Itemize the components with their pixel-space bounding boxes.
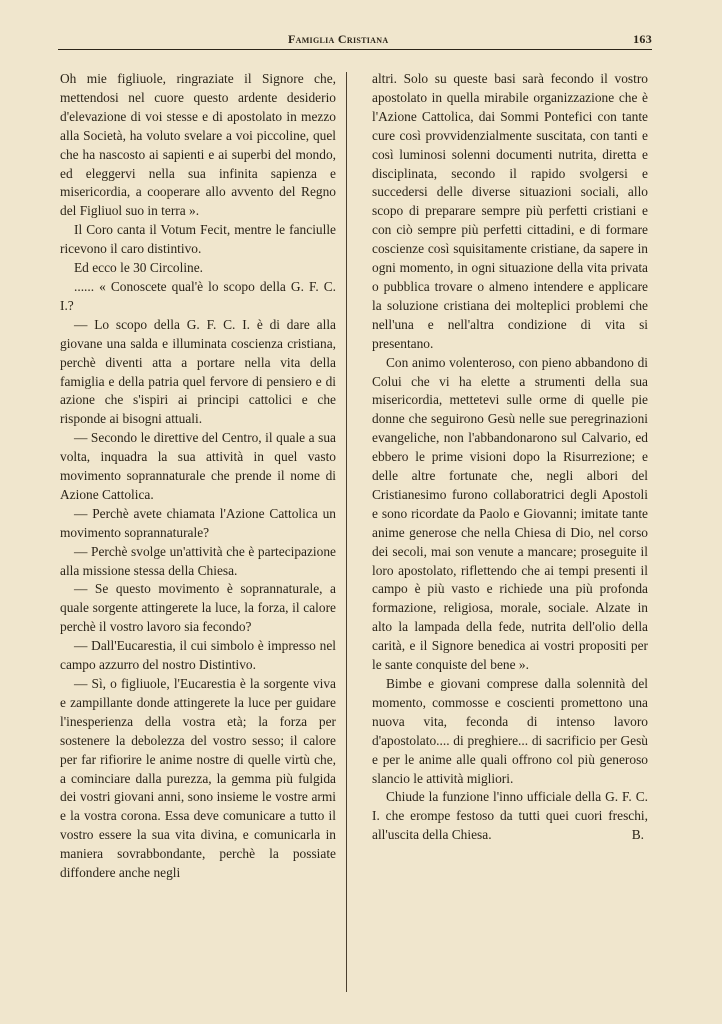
paragraph: — Sì, o figliuole, l'Eucarestia è la sorgente viva e zampillante donde attingerete la luce per guidare l'inesperienza della vostra età; la forza per sostenere la debolezza del vostro sesso; il calore per far rifiorire le anime nostre di quelle virtù che, a cominciare dalla purezza, la gemma più fulgida dei vostri giovani anni, sono insieme le vostre armi e la vostra corona. Essa deve comunicare a tutto il vostro essere la sua vita divina, e comunicarla in maniera sovrabbondante, perchè la possiate diffondere anche negli [60, 676, 336, 881]
header-rule [58, 49, 652, 50]
paragraph: Il Coro canta il Votum Fecit, mentre le fanciulle ricevono il caro distintivo. [60, 222, 336, 257]
left-column [60, 70, 336, 883]
right-column [372, 70, 648, 845]
author-signature: B. [631, 827, 644, 843]
paragraph: Ed ecco le 30 Circoline. [74, 260, 204, 276]
paragraph: — Se questo movimento è soprannaturale, a quale sorgente attingerete la luce, la forza, il calore perchè il vostro lavoro sia fecondo? [60, 581, 336, 635]
page-number: 163 [633, 32, 652, 46]
paragraph: — Perchè svolge un'attività che è partecipazione alla missione stessa della Chiesa. [60, 543, 336, 578]
running-header [58, 30, 652, 48]
paragraph: — Lo scopo della G. F. C. I. è di dare alla giovane una salda e illuminata coscienza cristiana, perchè diventi atta a portare nella vita della famiglia e della patria quel fervore di pensiero e di azione che s'ispiri ai principi cattolici e che risponde ai bisogni attuali. [60, 316, 336, 427]
paragraph: — Perchè avete chiamata l'Azione Cattolica un movimento soprannaturale? [60, 505, 336, 540]
paragraph: altri. Solo su queste basi sarà fecondo il vostro apostolato in quella mirabile organizzazione che è l'Azione Cattolica, dai Sommi Pontefici con tante cure così provvidenzialmente suscitata, con tanti e così luminosi solenni documenti nutrita, diretta e disciplinata, secondo il rapido svolgersi e succedersi delle diverse situazioni sociali, allo scopo di preparare sempre più perfetti cristiani e con ciò sempre più perfetti cittadini, e di formare coscienze così squisitamente cristiane, da sapere in ogni momento, in ogni situazione della vita privata o pubblica trovare o almeno intendere e applicare la soluzione cristiana dei molteplici problemi che nell'una e nell'altra condizione di vita si presentano. [372, 71, 648, 351]
column-divider [346, 72, 347, 992]
paragraph: — Secondo le direttive del Centro, il quale a sua volta, inquadra la sua attività in quel vasto movimento soprannaturale che prende il nome di Azione Cattolica. [60, 430, 336, 502]
paragraph: Bimbe e giovani comprese dalla solennità del momento, commosse e coscienti promettono una nuova vita, feconda di intenso lavoro d'apostolato.... di preghiere... di sacrificio per Gesù e per le anime alle quali offrono col più generoso slancio le attività migliori. [372, 676, 648, 786]
paragraph: Con animo volenteroso, con pieno abbandono di Colui che vi ha elette a strumenti della sua misericordia, mettetevi sulle orme di quelle pie donne che seguirono Gesù nelle sue peregrinazioni evangeliche, non l'abbandonarono sul Calvario, ed ebbero le prime visioni dopo la Risurrezione; e delle altre fortunate che, negli albori del Cristianesimo furono collaboratrici degli Apostoli e sono ricordate da Paolo e Giovanni; imitate tante anime generose che nella Chiesa di Dio, nel corso dei secoli, mai son venute a mancare; proseguite il loro apostolato, riflettendo che ai tempi presenti il campo è più vasto e richiede una più profonda formazione, religiosa, morale, sociale. Alzate in alto la lampada della fede, nutrita dell'olio della carità, e il Signore benedica ai vostri propositi per le sante conquiste del bene ». [372, 354, 648, 673]
paragraph: — Dall'Eucarestia, il cui simbolo è impresso nel campo azzurro del nostro Distintivo. [60, 638, 336, 673]
paragraph: Chiude la funzione l'inno ufficiale della G. F. C. I. che erompe festoso da tutti quei cuori freschi, all'uscita della Chiesa. [372, 789, 648, 843]
magazine-title: Famiglia Cristiana [288, 32, 389, 46]
paragraph: Oh mie figliuole, ringraziate il Signore che, mettendosi nel cuore questo ardente desiderio d'elevazione di voi stesse e di apostolato in mezzo alla Società, ha voluto svelare a voi piccoline, quel che ha nascosto ai sapienti e ai superbi del mondo, ed eleggervi nella sua infinita sapienza e misericordia, a cooperare allo avvento del Regno del Figliuol suo in terra ». [60, 71, 336, 219]
paragraph: ...... « Conoscete qual'è lo scopo della G. F. C. I.? [60, 278, 336, 313]
